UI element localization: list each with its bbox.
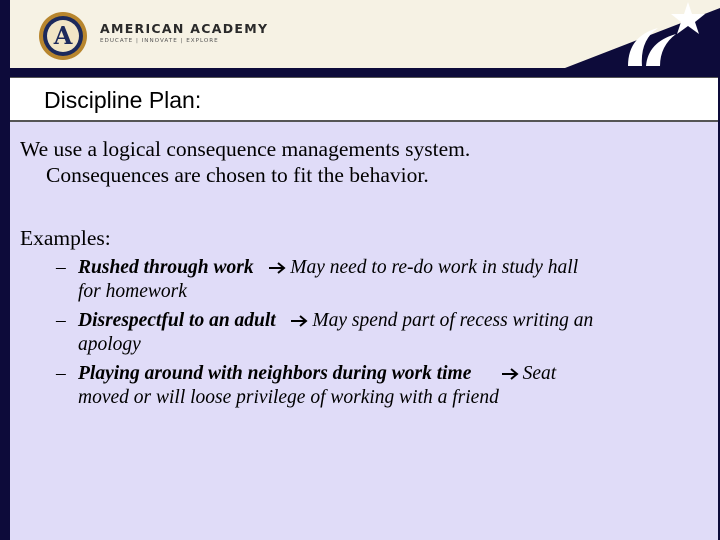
academy-seal-logo [38, 11, 88, 61]
examples-label: Examples: [20, 226, 111, 250]
example-consequence: Seat [522, 363, 557, 384]
spacer [254, 257, 269, 278]
bullet-dash: – [56, 257, 66, 278]
content-panel [10, 122, 718, 540]
example-behavior: Disrespectful to an adult [78, 310, 276, 331]
brand-tagline: EDUCATE | INNOVATE | EXPLORE [100, 38, 219, 44]
right-arrow-icon [290, 315, 310, 327]
page-title: Discipline Plan: [44, 87, 202, 113]
spacer [471, 363, 500, 384]
example-consequence: May spend part of recess writing an [312, 310, 594, 331]
example-behavior: Rushed through work [78, 257, 254, 278]
spacer [276, 310, 291, 331]
example-consequence: May need to re-do work in study hall [290, 257, 579, 278]
example-behavior: Playing around with neighbors during work time [78, 363, 472, 384]
intro-line-2: Consequences are chosen to fit the behavior. [46, 163, 429, 187]
example-consequence-cont: for homework [78, 281, 187, 302]
title-bar [10, 77, 718, 122]
example-consequence-cont: moved or will loose privilege of working with a friend [78, 387, 499, 408]
example-item [56, 309, 696, 357]
example-item [56, 256, 696, 304]
logo-letter: A [53, 21, 73, 50]
right-arrow-icon [501, 368, 521, 380]
intro-text [20, 136, 470, 188]
intro-line-1: We use a logical consequence managements system. [20, 137, 471, 161]
header-banner [10, 0, 720, 68]
bullet-dash: – [56, 310, 66, 331]
examples-list [56, 256, 696, 415]
example-item [56, 362, 696, 410]
right-arrow-icon [268, 262, 288, 274]
stars-swoosh-graphic [520, 0, 720, 68]
example-consequence-cont: apology [78, 334, 141, 355]
bullet-dash: – [56, 363, 66, 384]
brand-name: AMERICAN ACADEMY [100, 21, 269, 36]
